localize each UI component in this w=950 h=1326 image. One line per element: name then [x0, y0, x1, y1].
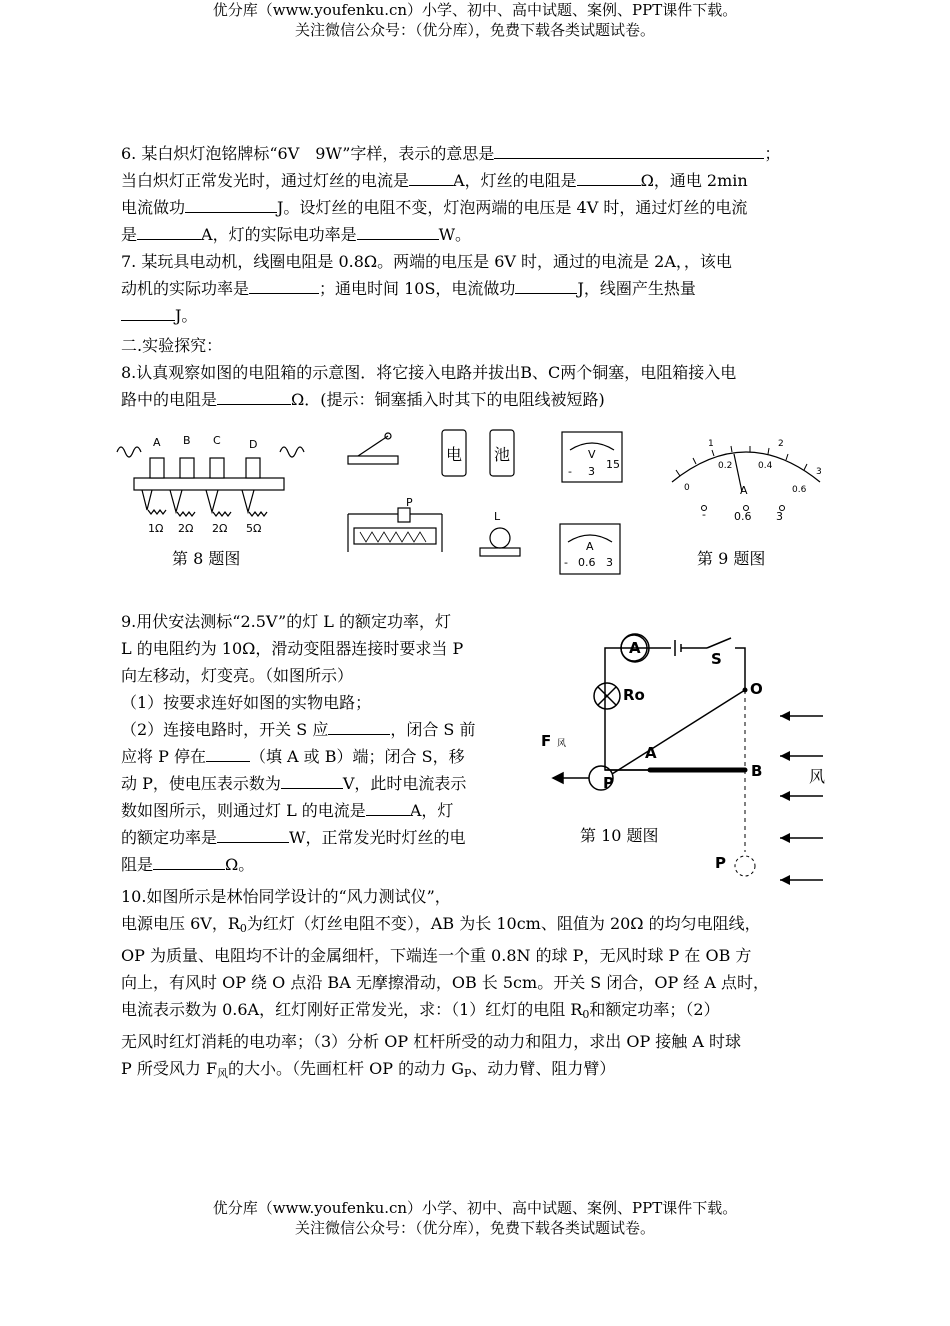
wind-tester-figure: [535, 620, 835, 890]
q7-blank-3[interactable]: [121, 303, 175, 321]
q9-line-4: （1）按要求连好如图的实物电路；: [121, 693, 372, 712]
q10-sub-7b: P: [463, 1067, 472, 1080]
q10-text-7a: P 所受风力 F: [121, 1059, 218, 1078]
q9-text-10a: 阻是: [121, 855, 154, 874]
question-9: [121, 608, 513, 878]
q7-blank-1[interactable]: [249, 276, 319, 294]
switch-blade: [707, 638, 731, 648]
q9-text-10b: Ω。: [225, 855, 255, 874]
wind-label: 风: [809, 767, 826, 786]
q10-line-4: 向上，有风时 OP 绕 O 点沿 BA 无摩擦滑动，OB 长 5cm。开关 S 闭合，OP 经 A 点时，: [121, 973, 770, 992]
q9-blank-1[interactable]: [328, 717, 390, 735]
q10-sub-7: 风: [217, 1067, 229, 1080]
force-label: F: [541, 732, 552, 750]
q9-line-2: L 的电阻约为 10Ω，滑动变阻器连接时要求当 P: [121, 639, 464, 658]
plug-a: [150, 458, 164, 478]
q10-sub-2: 0: [239, 922, 247, 935]
question-6: [121, 140, 833, 248]
dial-label-3: 3: [816, 467, 822, 477]
question-8: [121, 359, 833, 413]
ball-rest-label: P: [715, 854, 726, 872]
figure-8-caption: 第 8 题图: [172, 549, 241, 568]
switch-blade: [358, 436, 388, 456]
q9-text-7a: 动 P，使电压表示数为: [121, 774, 281, 793]
q10-text-7b: 的大小。（先画杠杆 OP 的动力 G: [228, 1059, 464, 1078]
dial-label-0-4: 0.4: [758, 461, 773, 471]
q8-blank-1[interactable]: [217, 387, 291, 405]
q7-text-5: J。: [175, 306, 198, 325]
q9-line-3: 向左移动，灯变亮。（如图所示）: [121, 666, 354, 685]
q7-text-2: 动机的实际功率是: [121, 279, 250, 298]
q9-blank-6[interactable]: [153, 852, 225, 870]
q6-blank-1[interactable]: [494, 141, 764, 159]
lamp-bulb: [490, 528, 510, 548]
ammeter-terminal-neg: -: [564, 556, 568, 569]
q8-text-2: 路中的电阻是: [121, 390, 218, 409]
ohm-label-3: 2Ω: [212, 522, 228, 535]
q9-text-5a: （2）连接电路时，开关 S 应: [121, 720, 329, 739]
q9-blank-3[interactable]: [281, 771, 343, 789]
dial-terminal-0-6: 0.6: [734, 510, 752, 523]
page-header: [0, 0, 950, 40]
q9-line-1: 9.用伏安法测标“2.5V”的灯 L 的额定功率，灯: [121, 612, 452, 631]
point-b-label: B: [751, 762, 763, 780]
ammeter-label: A: [629, 639, 641, 657]
q9-text-5b: ，闭合 S 前: [390, 720, 476, 739]
point-o-label: O: [750, 680, 763, 698]
dial-label-0-6: 0.6: [792, 485, 807, 495]
force-subscript: 风: [557, 739, 567, 749]
voltmeter-terminal-3: 3: [588, 465, 595, 478]
q9-blank-2[interactable]: [206, 744, 250, 762]
q7-blank-2[interactable]: [515, 276, 577, 294]
footer-line-2: 关注微信公众号：（优分库），免费下载各类试题试卷。: [294, 1219, 655, 1237]
plug-label-c: C: [213, 434, 221, 447]
plug-label-a: A: [153, 436, 161, 449]
lamp-label: Ro: [623, 686, 645, 704]
q6-text-3: 当白炽灯正常发光时，通过灯丝的电流是: [121, 171, 410, 190]
q9-text-9a: 的额定功率是: [121, 828, 218, 847]
switch-base: [348, 456, 398, 464]
question-10: [121, 883, 841, 1087]
dial-terminal-neg: -: [702, 508, 706, 521]
voltmeter-terminal-neg: -: [568, 465, 572, 478]
dial-label-0: 0: [684, 483, 690, 493]
q10-line-3: OP 为质量、电阻均不计的金属细杆，下端连一个重 0.8N 的球 P，无风时球 P 在 OB 方: [121, 946, 752, 965]
q8-text-1: 8.认真观察如图的电阻箱的示意图．将它接入电路并拔出B、C两个铜塞，电阻箱接入电: [121, 363, 737, 382]
battery-label-2: 池: [494, 445, 511, 464]
switch-label: S: [711, 650, 722, 668]
q6-blank-3[interactable]: [577, 168, 641, 186]
voltmeter-terminal-15: 15: [606, 458, 620, 471]
header-line-2: 关注微信公众号：（优分库），免费下载各类试题试卷。: [294, 21, 655, 39]
ammeter-dial-figure: [662, 432, 830, 532]
ball-p-rest: [735, 856, 755, 876]
ohm-label-2: 2Ω: [178, 522, 194, 535]
q9-blank-5[interactable]: [217, 825, 289, 843]
plug-c: [210, 458, 224, 478]
q10-text-2a: 电源电压 6V，R: [121, 914, 240, 933]
left-wire: [605, 648, 650, 770]
brass-bar: [134, 478, 284, 490]
figure-9-caption: 第 9 题图: [697, 549, 766, 568]
q6-blank-6[interactable]: [357, 222, 439, 240]
q9-text-8a: 数如图所示，则通过灯 L 的电流是: [121, 801, 366, 820]
section-2-heading: 二.实验探究：: [121, 336, 223, 355]
page-footer: [0, 1198, 950, 1238]
q6-text-5: Ω，通电 2min: [640, 171, 748, 190]
q6-blank-5[interactable]: [137, 222, 201, 240]
q6-text-10: W。: [438, 225, 472, 244]
q6-text-8: 是: [121, 225, 138, 244]
dial-label-0-2: 0.2: [718, 461, 733, 471]
battery-symbol: [649, 640, 707, 656]
battery-label-1: 电: [446, 445, 463, 464]
dial-symbol: A: [740, 484, 748, 497]
resistance-coils: [148, 510, 267, 516]
rheostat-slider: [398, 508, 410, 522]
ammeter-terminal-0-6: 0.6: [578, 556, 596, 569]
q10-sub-5: 0: [582, 1008, 590, 1021]
header-line-1: 优分库（www.youfenku.cn）小学、初中、高中试题、案例、PPT课件下载。: [212, 1, 738, 19]
point-a-label: A: [645, 744, 657, 762]
question-7: [121, 248, 833, 329]
q6-text-1: 6. 某白炽灯泡铭牌标“6V 9W”字样，表示的意思是: [121, 144, 495, 163]
plug-b: [180, 458, 194, 478]
left-wire-coil: [117, 447, 141, 457]
q6-text-7: J。设灯丝的电阻不变，灯泡两端的电压是 4V 时，通过灯丝的电流: [277, 198, 748, 217]
dial-label-2: 2: [778, 439, 784, 449]
q9-text-6a: 应将 P 停在: [121, 747, 206, 766]
q6-text-6: 电流做功: [121, 198, 186, 217]
dial-arc: [672, 452, 820, 482]
q9-text-8b: A，灯: [409, 801, 454, 820]
q10-text-2b: 为红灯（灯丝电阻不变），AB 为长 10cm、阻值为 20Ω 的均匀电阻线，: [246, 914, 761, 933]
q7-text-4: J，线圈产生热量: [577, 279, 696, 298]
apparatus-figure: [340, 420, 640, 578]
rheostat-label: P: [406, 496, 413, 509]
right-wire: [735, 648, 745, 688]
q10-text-5a: 电流表示数为 0.6A，红灯刚好正常发光，求：（1）红灯的电阻 R: [121, 1000, 583, 1019]
figure-10-caption: 第 10 题图: [580, 826, 659, 845]
q8-text-3: Ω．(提示：铜塞插入时其下的电阻线被短路): [291, 390, 605, 409]
right-wire-coil: [280, 447, 304, 457]
plug-d: [246, 458, 260, 478]
ammeter-terminal-3: 3: [606, 556, 613, 569]
q6-text-9: A，灯的实际电功率是: [201, 225, 357, 244]
plug-label-b: B: [183, 434, 191, 447]
plug-label-d: D: [249, 438, 258, 451]
ball-label: P: [603, 774, 614, 792]
plug-slots: [142, 490, 254, 512]
q7-text-1: 7. 某玩具电动机，线圈电阻是 0.8Ω。两端的电压是 6V 时，通过的电流是 2A，，该电: [121, 252, 732, 271]
q6-text-2: ；: [764, 144, 781, 163]
q6-blank-4[interactable]: [185, 195, 277, 213]
lamp-label: L: [494, 510, 501, 523]
q9-text-9b: W，正常发光时灯丝的电: [289, 828, 466, 847]
q9-blank-4[interactable]: [366, 798, 410, 816]
ohm-label-4: 5Ω: [246, 522, 262, 535]
resistance-box-figure: [112, 430, 312, 540]
q10-text-5b: 和额定功率；（2）: [589, 1000, 720, 1019]
q9-text-7b: V，此时电流表示: [342, 774, 467, 793]
q10-line-6: 无风时红灯消耗的电功率；（3）分析 OP 杠杆所受的动力和阻力，求出 OP 接触 A 时球: [121, 1032, 742, 1051]
q6-text-4: A，灯丝的电阻是: [453, 171, 577, 190]
footer-line-1: 优分库（www.youfenku.cn）小学、初中、高中试题、案例、PPT课件下载。: [212, 1199, 738, 1217]
q9-text-6b: （填 A 或 B）端；闭合 S，移: [249, 747, 465, 766]
q6-blank-2[interactable]: [409, 168, 453, 186]
q10-text-7c: 、动力臂、阻力臂）: [471, 1059, 616, 1078]
ohm-label-1: 1Ω: [148, 522, 164, 535]
dial-terminal-3: 3: [776, 510, 783, 523]
q10-line-1: 10.如图所示是林怡同学设计的“风力测试仪”，: [121, 887, 451, 906]
dial-label-1: 1: [708, 439, 714, 449]
q7-text-3: ；通电时间 10S，电流做功: [319, 279, 516, 298]
ammeter-symbol: A: [586, 540, 594, 553]
voltmeter-symbol: V: [588, 448, 596, 461]
